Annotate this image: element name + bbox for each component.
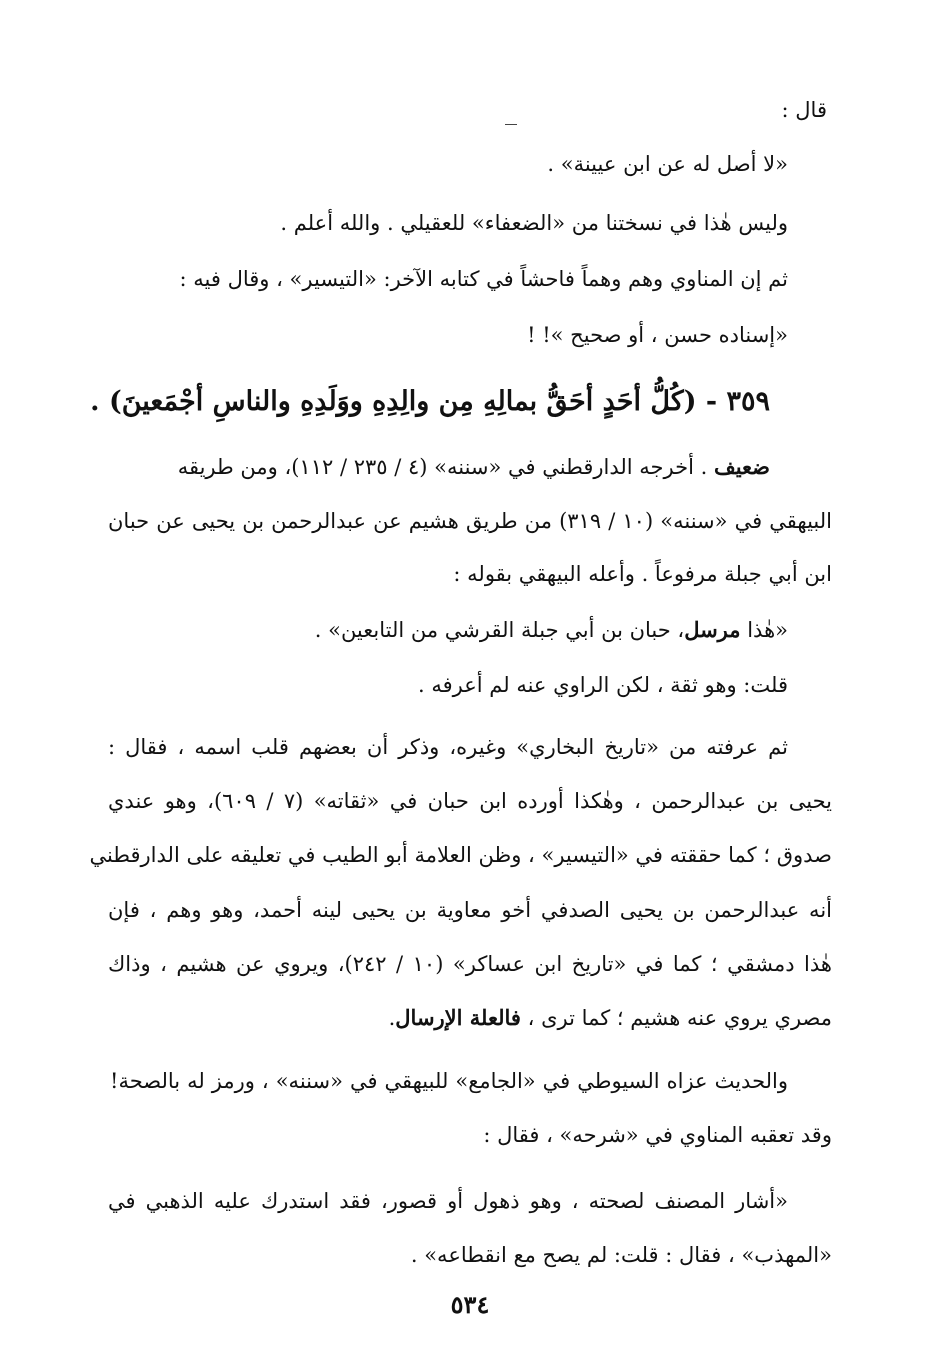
text-line: قال : bbox=[781, 98, 827, 122]
text-span: . أخرجه الدارقطني في «سننه» (٤ / ٢٣٥ / ١١٢)، ومن طريقه bbox=[177, 455, 708, 479]
text-line: يحيى بن عبدالرحمن ، وهٰكذا أورده ابن حبان في «ثقاته» (٧ / ٦٠٩)، وهو عندي bbox=[108, 789, 832, 813]
text-line: قلت: وهو ثقة ، لكن الراوي عنه لم أعرفه . bbox=[418, 673, 788, 697]
text-line bbox=[0, 1001, 832, 1035]
text-span: مصري يروي عنه هشيم ؛ كما ترى ، bbox=[527, 1006, 832, 1030]
text-line: والحديث عزاه السيوطي في «الجامع» للبيهقي في «سننه» ، ورمز له بالصحة! bbox=[110, 1069, 788, 1093]
text-line: «أشار المصنف لصحته ، وهو ذهول أو قصور، فقد استدرك عليه الذهبي في bbox=[108, 1189, 788, 1213]
text-line: أنه عبدالرحمن بن يحيى الصدفي أخو معاوية بن يحيى لينه أحمد، وهو وهم ، فإن bbox=[108, 898, 832, 922]
text-line: وليس هٰذا في نسختنا من «الضعفاء» للعقيلي . والله أعلم . bbox=[280, 211, 788, 235]
text-line: وقد تعقبه المناوي في «شرحه» ، فقال : bbox=[483, 1123, 832, 1147]
text-line: «لا أصل له عن ابن عيينة» . bbox=[547, 152, 788, 176]
text-line: ابن أبي جبلة مرفوعاً . وأعله البيهقي بقوله : bbox=[453, 562, 832, 586]
text-span: . bbox=[388, 1006, 396, 1030]
text-line: البيهقي في «سننه» (١٠ / ٣١٩) من طريق هشيم عن عبدالرحمن بن يحيى عن حبان bbox=[108, 509, 832, 533]
grade-label: ضعيف bbox=[713, 454, 770, 479]
text-line: «المهذب» ، فقال : قلت: لم يصح مع انقطاعه» . bbox=[410, 1243, 832, 1267]
page-number: ٥٣٤ bbox=[450, 1290, 490, 1319]
bold-conclusion: فالعلة الإرسال bbox=[395, 1005, 521, 1030]
text-span: ، حبان بن أبي جبلة القرشي من التابعين» . bbox=[314, 618, 685, 642]
text-line: ثم عرفته من «تاريخ البخاري» وغيره، وذكر أن بعضهم قلب اسمه ، فقال : bbox=[108, 735, 788, 759]
text-line: ثم إن المناوي وهم وهماً فاحشاً في كتابه الآخر: «التيسير» ، وقال فيه : bbox=[179, 267, 788, 291]
text-line: «إسناده حسن ، أو صحيح »! ! bbox=[527, 323, 788, 347]
text-line bbox=[108, 450, 770, 484]
hadith-heading: ٣٥٩ - (كُلُّ أحَدٍ أحَقُّ بمالِهِ مِن والِدِهِ ووَلَدِهِ والناسِ أجْمَعينَ) . bbox=[90, 386, 770, 417]
text-line: هٰذا دمشقي ؛ كما في «تاريخ ابن عساكر» (١٠ / ٢٤٢)، ويروي عن هشيم ، وذاك bbox=[108, 952, 832, 976]
bold-term: مرسل bbox=[684, 617, 741, 642]
text-line: صدوق ؛ كما حققته في «التيسير» ، وظن العلامة أبو الطيب في تعليقه على الدارقطني bbox=[89, 843, 832, 867]
text-line bbox=[0, 613, 788, 647]
text-span: «هٰذا bbox=[747, 618, 788, 642]
